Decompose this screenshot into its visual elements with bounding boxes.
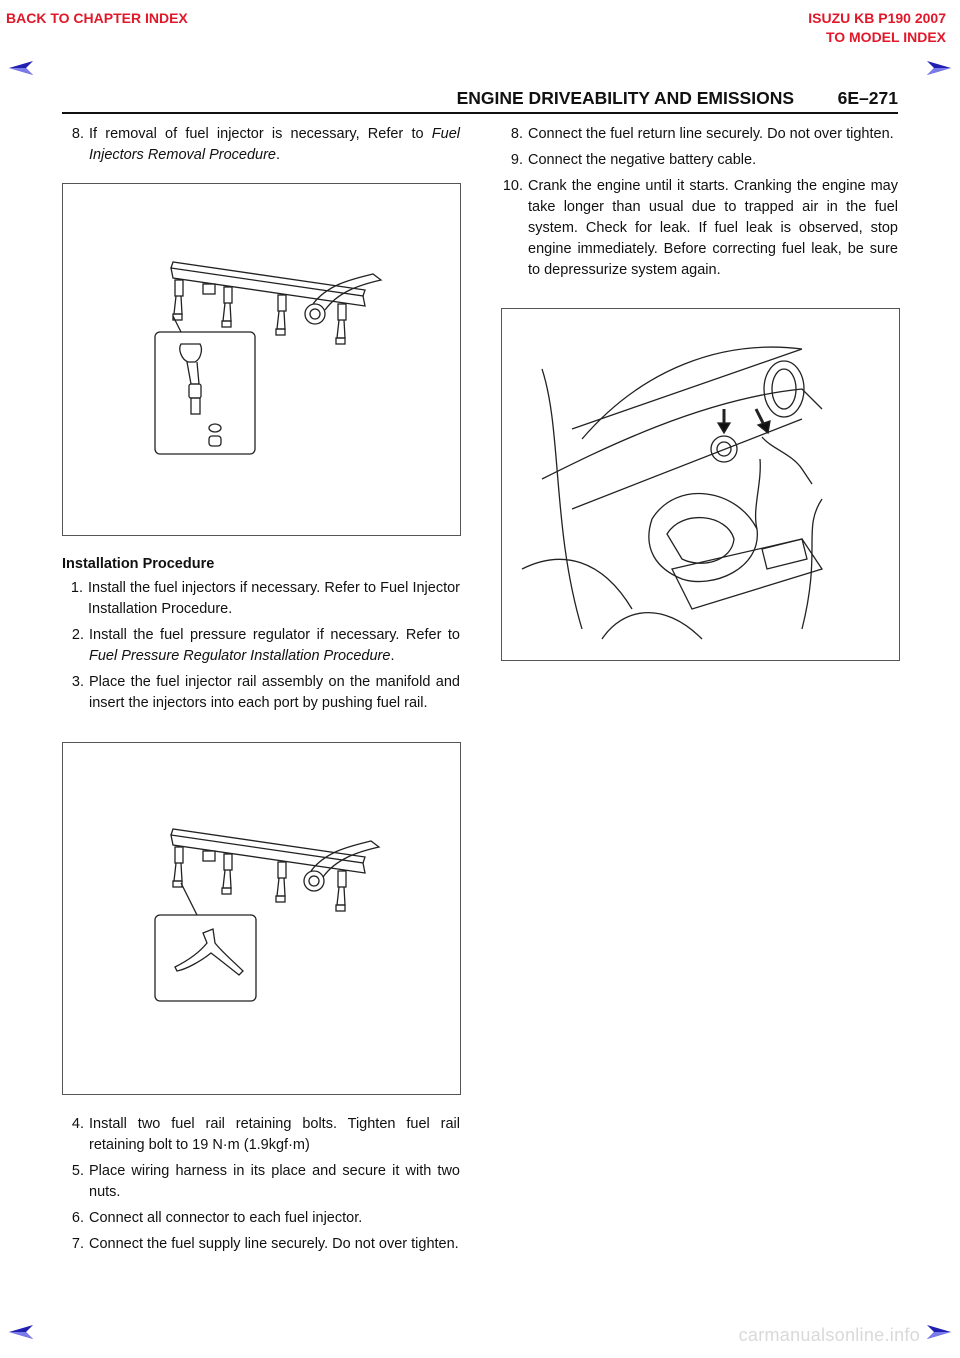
prev-page-bottom-arrow-icon[interactable]: [8, 1324, 34, 1340]
step-text: If removal of fuel injector is necessary, Refer to: [89, 126, 432, 142]
step-text: Crank the engine until it starts. Cranking the engine may take longer than usual due to trapped air in the fuel system. Check for leak. If fuel leak is observed, stop engine immediately. Before correcting fuel leak, be sure to depressurize system again.: [528, 178, 898, 278]
removal-procedure-reference: Fuel Injectors Removal Procedure: [89, 126, 460, 163]
step-number: 10.: [502, 178, 523, 194]
installation-procedure: Installation Procedure 1. Install the fuel injectors if necessary. Refer to Fuel Injector Installation Procedure. 2. Install the fuel pressure regulator if necessary. Refer to Fuel Pressure Regulator Installation Procedure. 3. Place the fuel injector rail assembly on the manifold and insert the injectors into each port by pushing fuel rail.: [62, 556, 460, 711]
step-number: 2.: [71, 627, 84, 643]
step-text: Connect the fuel supply line securely. Do not over tighten.: [89, 1236, 459, 1252]
step-number: 9.: [510, 152, 523, 168]
step-text: Place the fuel injector rail assembly on the manifold and insert the injectors into each port by pushing fuel rail.: [89, 674, 460, 711]
next-page-bottom-arrow-icon[interactable]: [926, 1324, 952, 1340]
step-number: 6.: [71, 1210, 84, 1226]
watermark: carmanualsonline.info: [738, 1325, 920, 1345]
regulator-installation-reference: Fuel Pressure Regulator Installation Procedure: [89, 648, 391, 664]
step-text: Connect the negative battery cable.: [528, 152, 757, 168]
fuel-line-connection-figure: [501, 308, 900, 661]
final-steps: [501, 124, 898, 286]
back-to-chapter-index-link[interactable]: BACK TO CHAPTER INDEX: [6, 10, 188, 26]
fuel-injector-removal-figure: [62, 183, 461, 536]
model-title-link[interactable]: ISUZU KB P190 2007: [808, 10, 946, 26]
page-header: [62, 86, 898, 114]
step-number: 3.: [71, 674, 84, 690]
fastening-steps: [62, 1114, 460, 1260]
step-number: 8.: [71, 126, 84, 142]
step-number: 4.: [71, 1116, 84, 1132]
step-text: Install the fuel pressure regulator if necessary. Refer to: [89, 627, 460, 643]
step-text: Install two fuel rail retaining bolts. Tighten fuel rail retaining bolt to 19 N·m (1.9kgf·m): [89, 1116, 460, 1153]
step-number: 7.: [71, 1236, 84, 1252]
step-number: 5.: [71, 1163, 84, 1179]
step-number: 1.: [70, 580, 83, 596]
step-text: Connect the fuel return line securely. Do not over tighten.: [528, 126, 894, 142]
to-model-index-link[interactable]: TO MODEL INDEX: [825, 29, 946, 45]
installation-procedure-heading: Installation Procedure: [62, 556, 215, 572]
step-text: Connect all connector to each fuel injector.: [89, 1210, 363, 1226]
fuel-rail-installation-figure: [62, 742, 461, 1095]
page-number: 6E–271: [837, 88, 898, 108]
step-text: Place wiring harness in its place and secure it with two nuts.: [89, 1163, 460, 1200]
page-title: ENGINE DRIVEABILITY AND EMISSIONS: [456, 88, 794, 108]
step-text: Install the fuel injectors if necessary. Refer to Fuel Injector Installation Procedure.: [88, 580, 460, 617]
prev-page-arrow-icon[interactable]: [8, 60, 34, 76]
next-page-arrow-icon[interactable]: [926, 60, 952, 76]
step-number: 8.: [510, 126, 523, 142]
removal-step: 8. If removal of fuel injector is necessary, Refer to Fuel Injectors Removal Procedure.: [62, 124, 460, 171]
